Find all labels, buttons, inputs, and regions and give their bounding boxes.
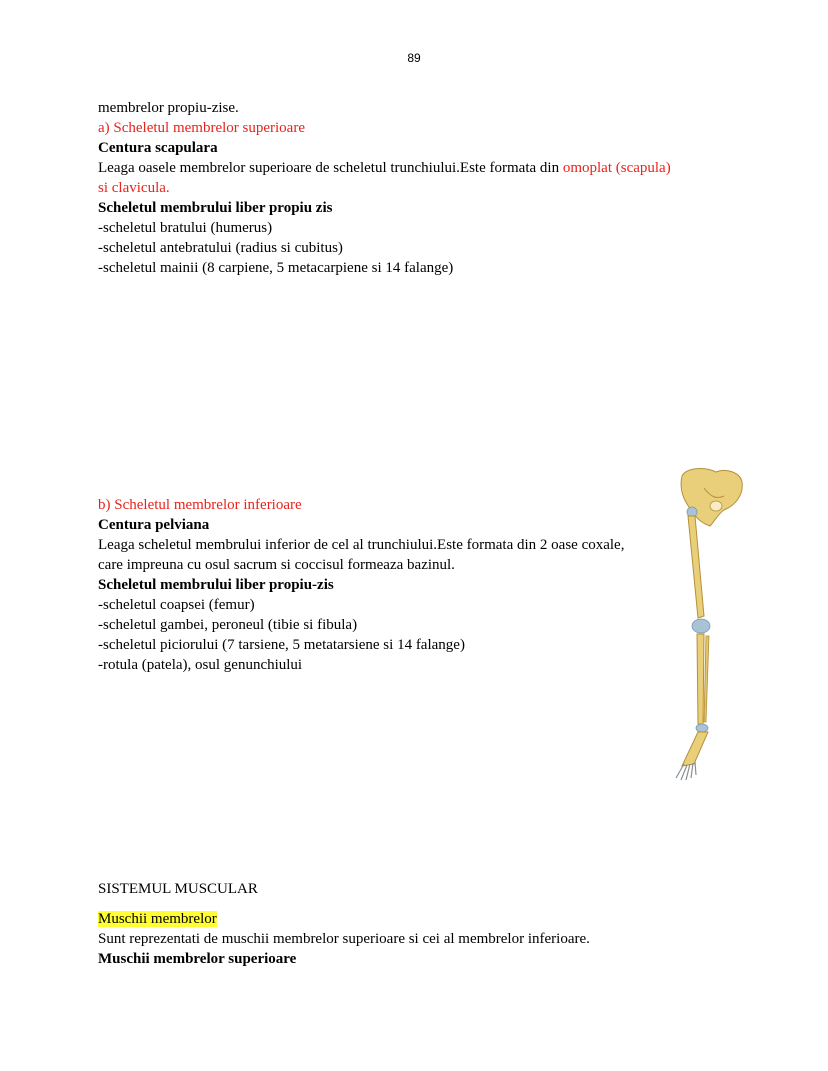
list-item: -scheletul gambei, peroneul (tibie si fibula) [98,617,358,633]
list-item: -rotula (patela), osul genunchiului [98,657,303,673]
upper-limb-section [98,98,738,278]
list-item: -scheletul antebratului (radius si cubitus) [98,240,343,256]
heading-lower-limbs: b) Scheletul membrelor inferioare [98,497,302,513]
femur-bone [688,516,704,618]
limb-muscles-text: Sunt reprezentati de muschii membrelor superioare si cei al membrelor inferioare. [98,931,590,947]
list-item: -scheletul piciorului (7 tarsiene, 5 metatarsiene si 14 falange) [98,637,465,653]
scapular-girdle-text: Leaga oasele membrelor superioare de scheletul trunchiului.Este formata din [98,160,563,176]
knee-joint [692,619,710,633]
pelvic-girdle-text: Leaga scheletul membrului inferior de cel al trunchiului.Este formata din 2 oase coxale, care impreuna cu osul sacrum si coccisul formeaza bazinul. [98,537,625,573]
muscular-system-section [98,879,738,969]
list-item: -scheletul bratului (humerus) [98,220,273,236]
list-item: -scheletul coapsei (femur) [98,597,255,613]
highlighted-text: Muschii membrelor [98,911,217,927]
limb-muscles-heading [98,909,738,929]
intro-text: membrelor propiu-zise. [98,100,239,116]
clavicle-term: si clavicula. [98,180,170,196]
free-lower-limb-title: Scheletul membrului liber propiu-zis [98,577,334,593]
scapula-term: omoplat (scapula) [562,160,671,176]
pelvic-girdle-title: Centura pelviana [98,517,210,533]
upper-limb-muscles-title: Muschii membrelor superioare [98,951,297,967]
leg-skeleton-illustration [664,466,746,786]
list-item: -scheletul mainii (8 carpiene, 5 metacarpiene si 14 falange) [98,260,454,276]
scapular-girdle-title: Centura scapulara [98,140,218,156]
lower-limb-section [98,495,638,675]
tibia-bone [697,634,704,724]
foot-bones [682,732,708,766]
fibula-bone [704,636,709,722]
ankle-joint [696,724,708,732]
heading-upper-limbs: a) Scheletul membrelor superioare [98,120,305,136]
scapular-girdle-text-line1 [98,158,738,178]
page-number: 89 [407,51,421,65]
muscular-system-title: SISTEMUL MUSCULAR [98,881,258,897]
free-upper-limb-title: Scheletul membrului liber propiu zis [98,200,333,216]
